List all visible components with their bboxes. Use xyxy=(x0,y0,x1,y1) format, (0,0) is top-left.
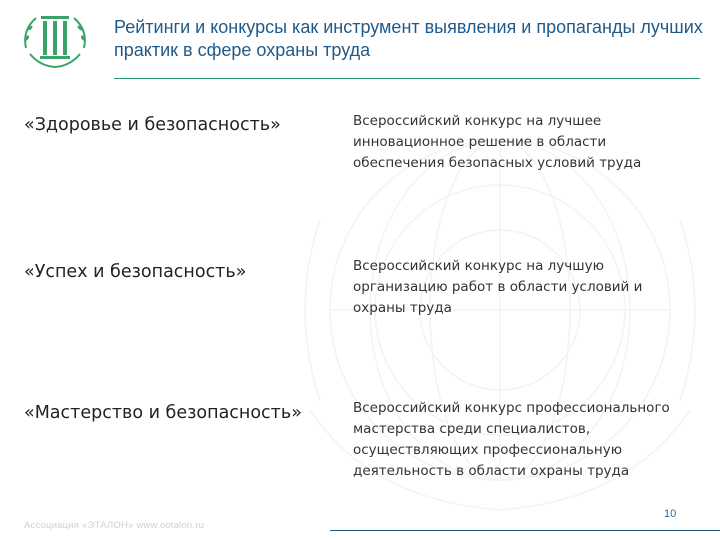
contest-name: «Здоровье и безопасность» xyxy=(24,115,281,135)
contest-description: Всероссийский конкурс профессионального мастерства среди специалистов, осуществляющих профессиональную деятельность в области охраны труда xyxy=(353,400,670,479)
contest-description: Всероссийский конкурс на лучшую организацию работ в области условий и охраны труда xyxy=(353,258,643,316)
association-logo-icon xyxy=(16,8,94,72)
footer-text: Ассоциация «ЭТАЛОН» www.ootalon.ru xyxy=(24,520,205,531)
footer-divider xyxy=(330,530,720,531)
page-title: Рейтинги и конкурсы как инструмент выявления и пропаганды лучших практик в сфере охраны труда xyxy=(114,17,703,60)
contest-name: «Успех и безопасность» xyxy=(24,262,247,282)
page-number: 10 xyxy=(664,508,677,520)
contest-description: Всероссийский конкурс на лучшее инновационное решение в области обеспечения безопасных условий труда xyxy=(353,113,642,171)
title-divider xyxy=(114,78,700,79)
contest-name: «Мастерство и безопасность» xyxy=(24,403,302,423)
